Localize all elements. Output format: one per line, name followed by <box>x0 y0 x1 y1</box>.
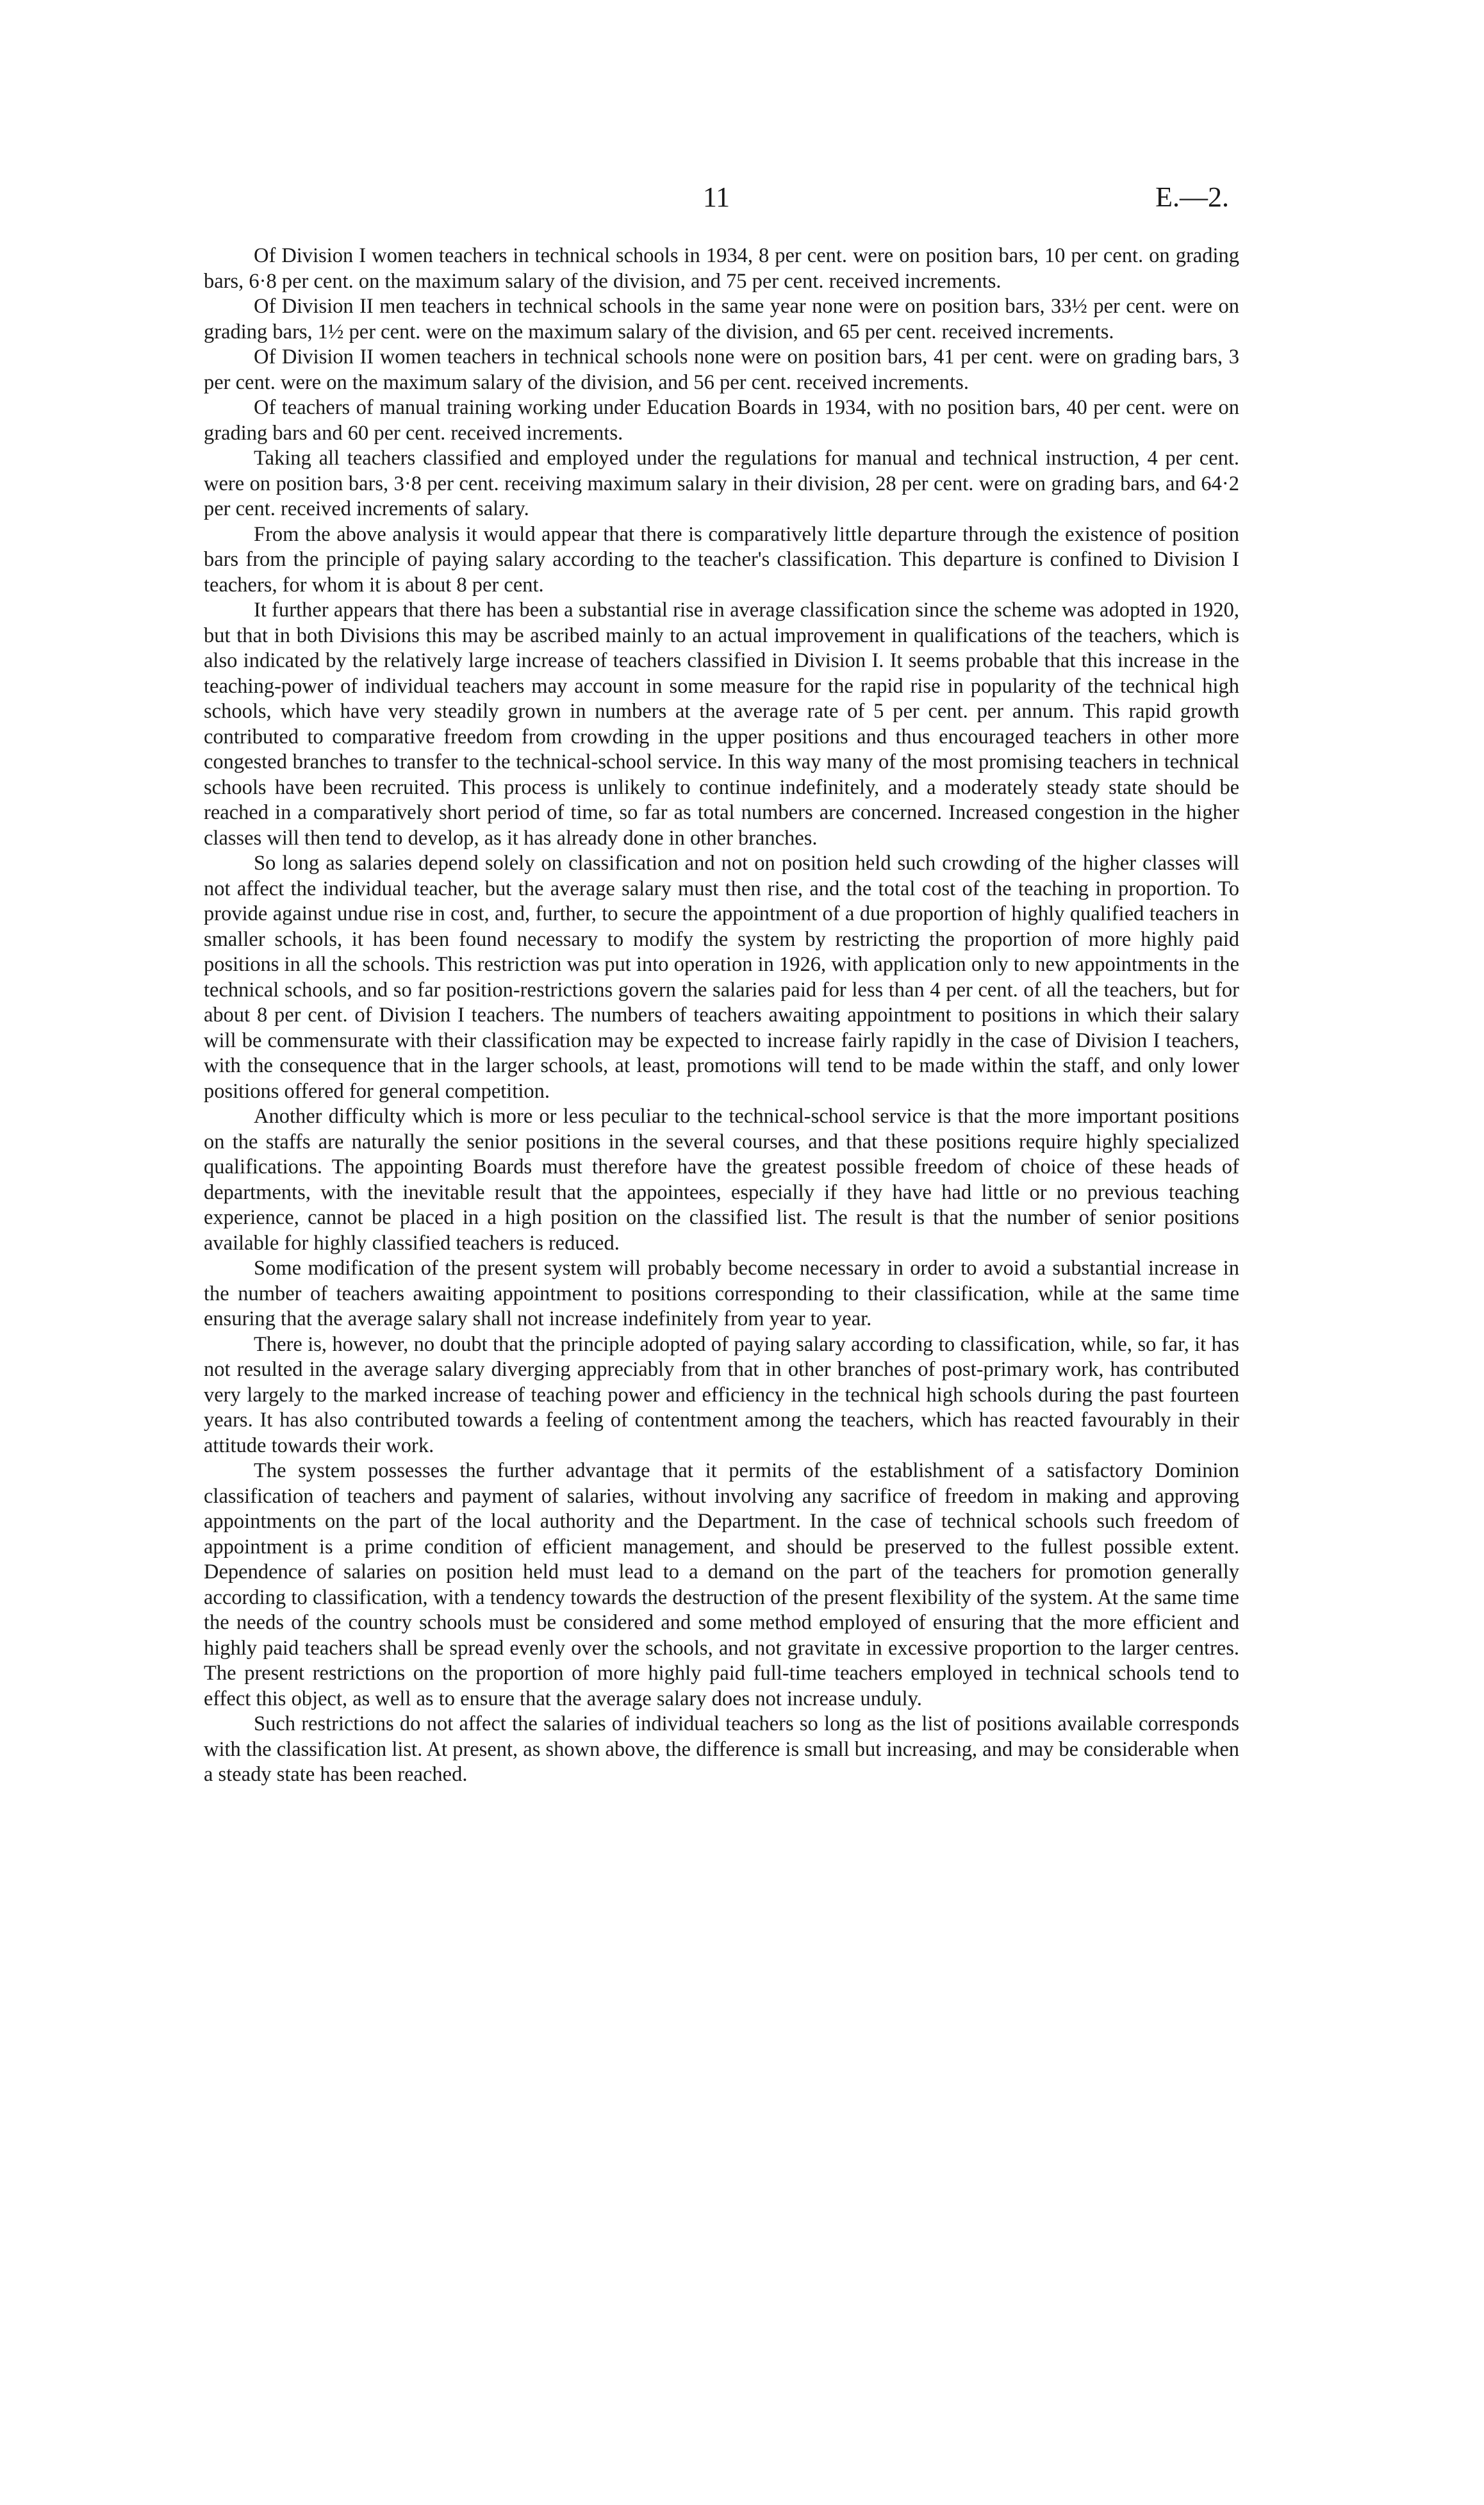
paragraph: Another difficulty which is more or less peculiar to the technical-school service is that the more important positions on the staffs are naturally the senior positions in the several courses, and that these positions require highly specialized qualifications. The appointing Boards must therefore have the greatest possible freedom of choice of these heads of departments, with the inevitable result that the appointees, especially if they have had little or no previous teaching experience, cannot be placed in a high position on the classified list. The result is that the number of senior positions available for highly classified teachers is reduced. <box>204 1105 1239 1255</box>
paragraph: Of Division II men teachers in technical schools in the same year none were on position bars, 33½ per cent. were on grading bars, 1½ per cent. were on the maximum salary of the division, and 65 per cent. received increments. <box>204 295 1239 343</box>
paragraph: So long as salaries depend solely on classification and not on position held such crowding of the higher classes will not affect the individual teacher, but the average salary must then rise, and the total cost of the teaching in proportion. To provide against undue rise in cost, and, further, to secure the appointment of a due proportion of highly qualified teachers in smaller schools, it has been found necessary to modify the system by restricting the proportion of more highly paid positions in all the schools. This restriction was put into operation in 1926, with application only to new appointments in the technical schools, and so far position-restrictions govern the salaries paid for less than 4 per cent. of all the teachers, but for about 8 per cent. of Division I teachers. The numbers of teachers awaiting appointment to positions in which their salary will be commensurate with their classification may be expected to increase fairly rapidly in the case of Division I teachers, with the consequence that in the larger schools, at least, promotions will tend to be made within the staff, and only lower positions offered for general competition. <box>204 852 1239 1103</box>
paragraph: Of teachers of manual training working under Education Boards in 1934, with no position bars, 40 per cent. were on grading bars and 60 per cent. received increments. <box>204 396 1239 445</box>
paragraph: Taking all teachers classified and employed under the regulations for manual and technical instruction, 4 per cent. were on position bars, 3·8 per cent. receiving maximum salary in their division, 28 per cent. were on grading bars, and 64·2 per cent. received increments of salary. <box>204 447 1239 520</box>
paragraph: There is, however, no doubt that the principle adopted of paying salary according to classification, while, so far, it has not resulted in the average salary diverging appreciably from that in other branches of post-primary work, has contributed very largely to the marked increase of teaching power and efficiency in the technical high schools during the past fourteen years. It has also contributed towards a feeling of contentment among the teachers, which has reacted favourably in their attitude towards their work. <box>204 1332 1239 1457</box>
paragraph: Such restrictions do not affect the salaries of individual teachers so long as the list of positions available corresponds with the classification list. At present, as shown above, the difference is small but increasing, and may be considerable when a steady state has been reached. <box>204 1712 1239 1786</box>
page-header <box>0 178 1484 217</box>
body-text <box>204 244 1239 1788</box>
paragraph: Of Division II women teachers in technical schools none were on position bars, 41 per cent. were on grading bars, 3 per cent. were on the maximum salary of the division, and 56 per cent. received increments. <box>204 345 1239 394</box>
paragraph: The system possesses the further advantage that it permits of the establishment of a satisfactory Dominion classification of teachers and payment of salaries, without involving any sacrifice of freedom in making and approving appointments on the part of the local authority and the Department. In the case of technical schools such freedom of appointment is a prime condition of efficient management, and should be preserved to the fullest possible extent. Dependence of salaries on position held must lead to a demand on the part of the teachers for promotion generally according to classification, with a tendency towards the destruction of the present flexibility of the system. At the same time the needs of the country schools must be considered and some method employed of ensuring that the more efficient and highly paid teachers shall be spread evenly over the schools, and not gravitate in excessive proportion to the larger centres. The present restrictions on the proportion of more highly paid full-time teachers employed in technical schools tend to effect this object, as well as to ensure that the average salary does not increase unduly. <box>204 1459 1239 1710</box>
paragraph: Some modification of the present system will probably become necessary in order to avoid a substantial increase in the number of teachers awaiting appointment to positions corresponding to their classification, while at the same time ensuring that the average salary shall not increase indefinitely from year to year. <box>204 1257 1239 1330</box>
page-number: 11 <box>702 181 730 213</box>
document-reference: E.—2. <box>1155 181 1229 213</box>
paragraph: It further appears that there has been a substantial rise in average classification since the scheme was adopted in 1920, but that in both Divisions this may be ascribed mainly to an actual improvement in qualifications of the teachers, which is also indicated by the relatively large increase of teachers classified in Division I. It seems probable that this increase in the teaching-power of individual teachers may account in some measure for the rapid rise in popularity of the technical high schools, which have very steadily grown in numbers at the average rate of 5 per cent. per annum. This rapid growth contributed to comparative freedom from crowding in the upper positions and thus encouraged teachers in other more congested branches to transfer to the technical-school service. In this way many of the most promising teachers in technical schools have been recruited. This process is unlikely to continue indefinitely, and a moderately steady state should be reached in a comparatively short period of time, so far as total numbers are concerned. Increased congestion in the higher classes will then tend to develop, as it has already done in other branches. <box>204 599 1239 850</box>
paragraph: From the above analysis it would appear that there is comparatively little departure through the existence of position bars from the principle of paying salary according to the teacher's classification. This departure is confined to Division I teachers, for whom it is about 8 per cent. <box>204 522 1239 597</box>
paragraph: Of Division I women teachers in technical schools in 1934, 8 per cent. were on position bars, 10 per cent. on grading bars, 6·8 per cent. on the maximum salary of the division, and 75 per cent. received increments. <box>204 244 1239 293</box>
